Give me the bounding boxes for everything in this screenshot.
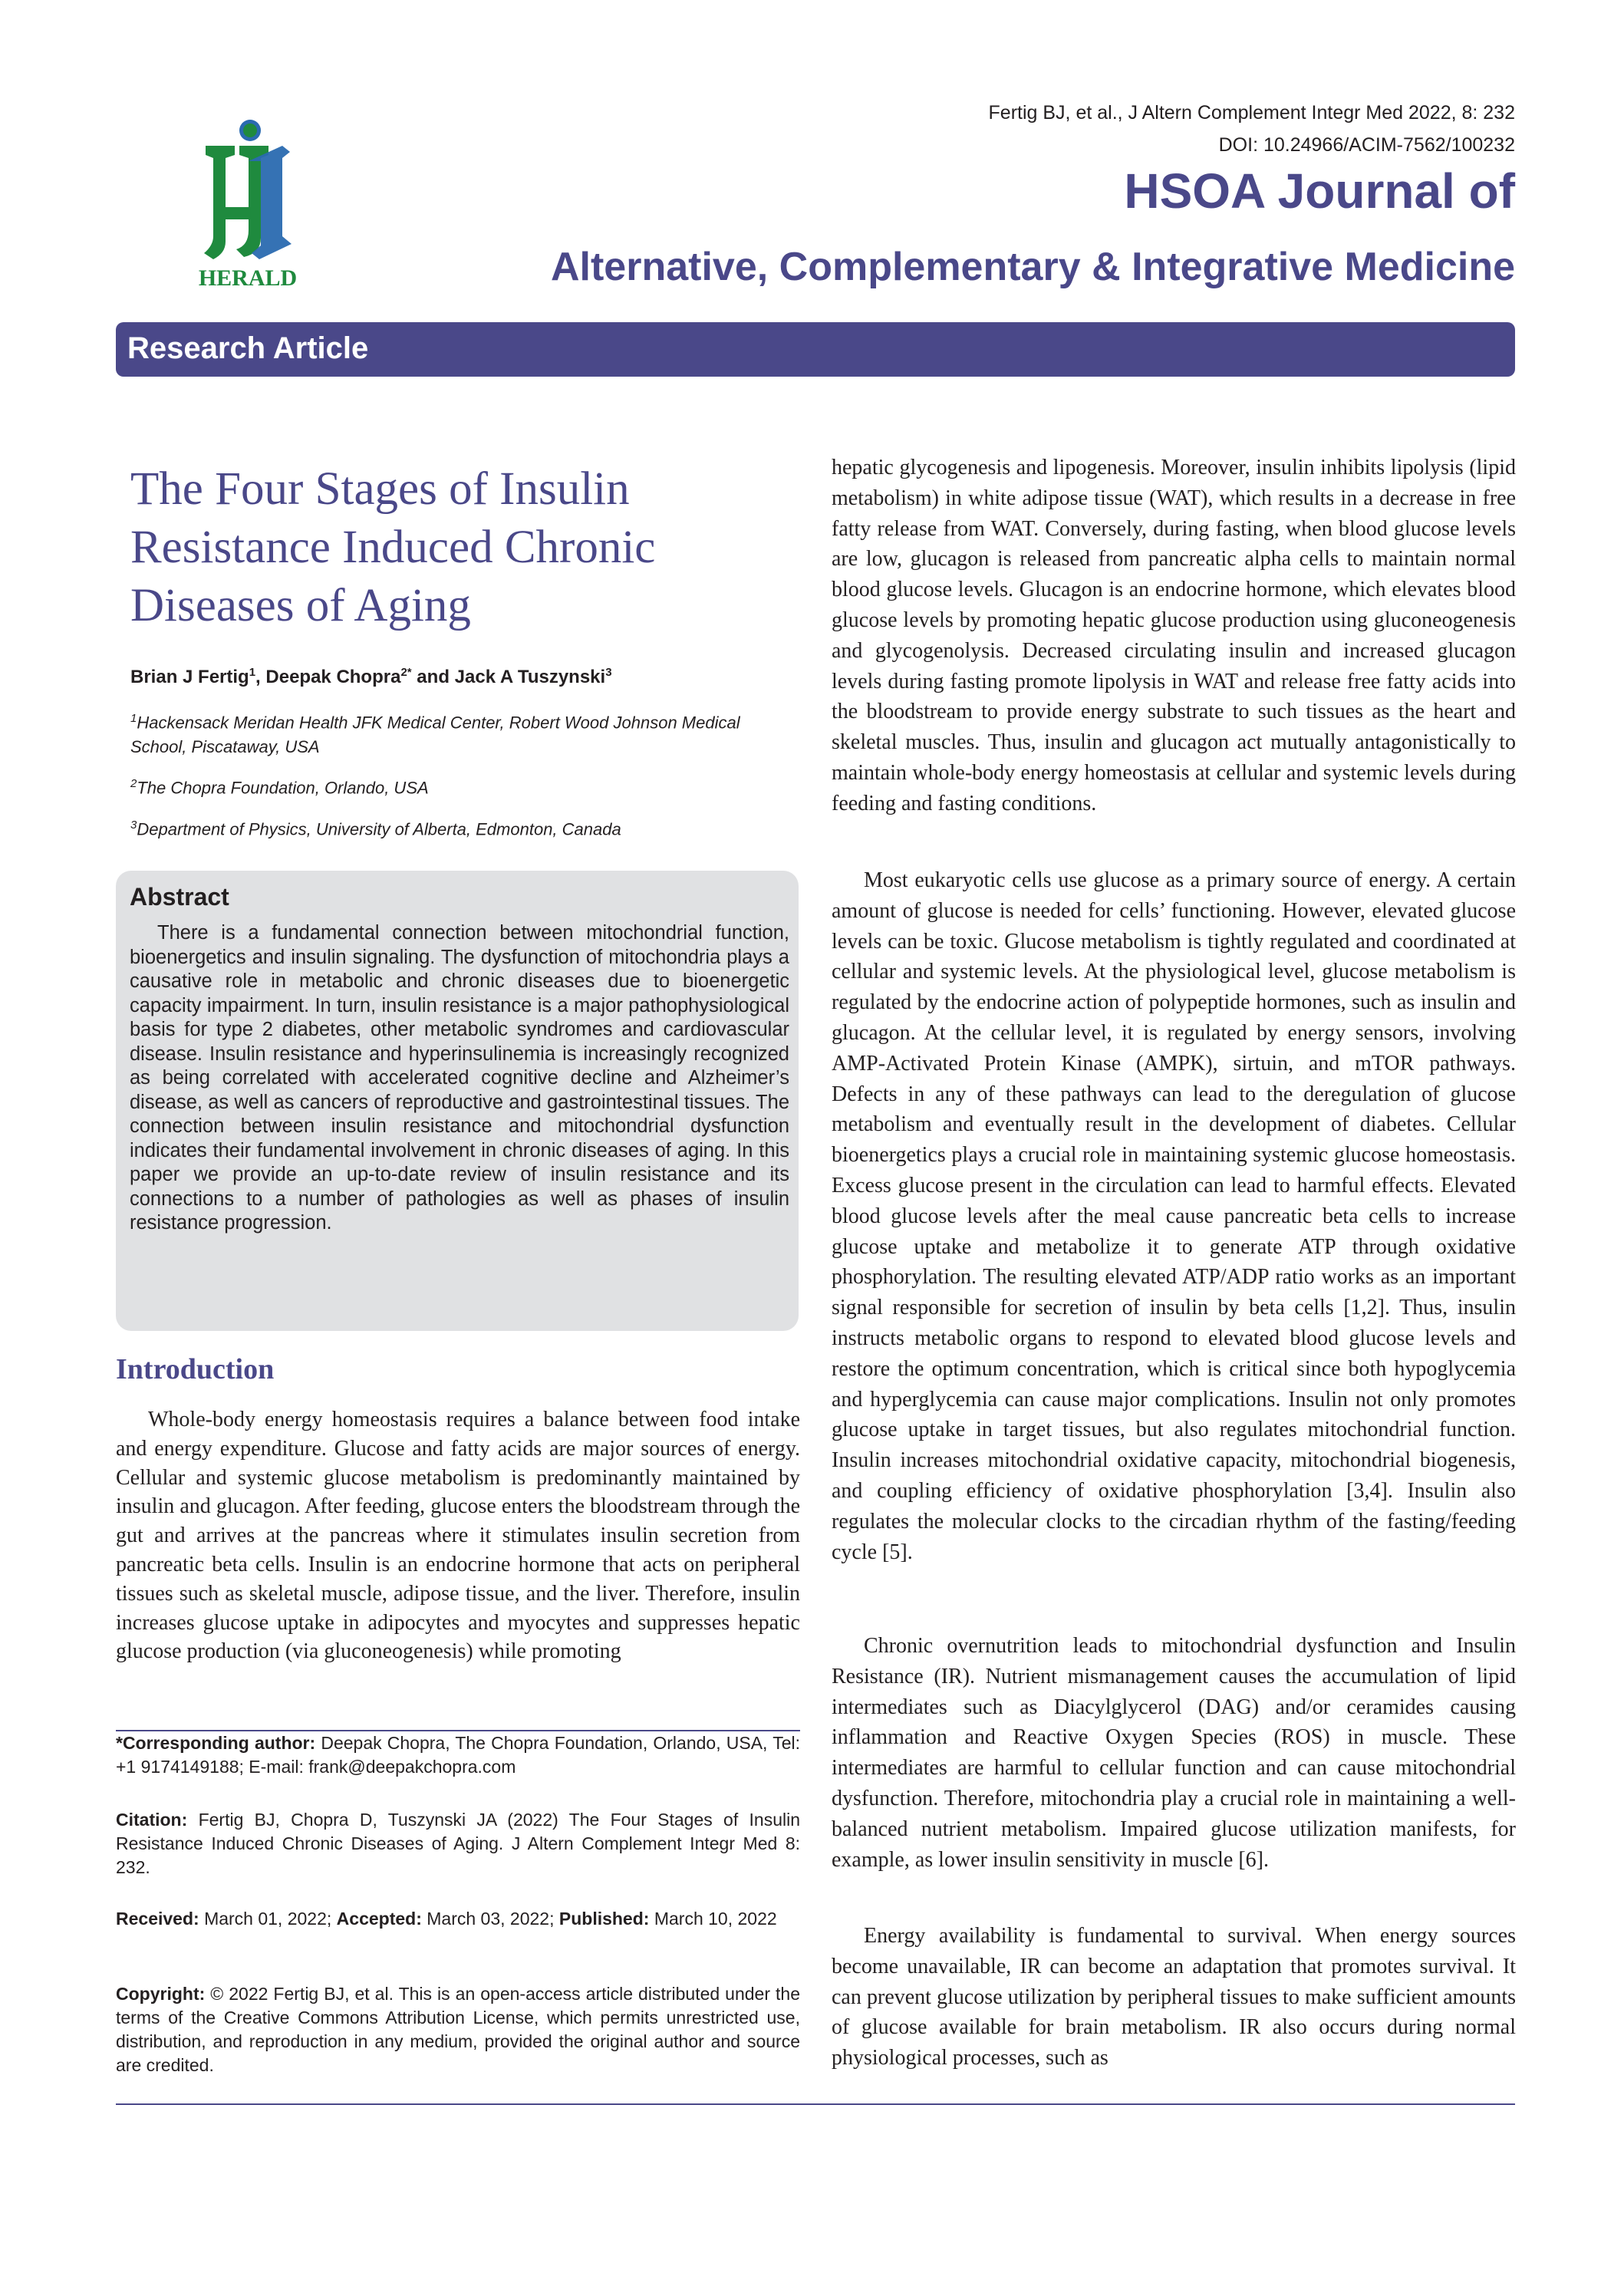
- logo-text: HERALD: [198, 265, 298, 291]
- body-paragraph: hepatic glycogenesis and lipogenesis. Moreover, insulin inhibits lipolysis (lipid metabolism) in white adipose tissue (WAT), which results in a decrease in free fatty release from WAT. Conversely, during fasting, when blood glucose levels are low, glucagon is released from pancreatic alpha cells to maintain normal blood glucose levels. Glucagon is an endocrine hormone, which elevates blood glucose levels by promoting hepatic glucose production using gluconeogenesis and glycogenolysis. Decreased circulating insulin and increased glucagon levels during fasting promote lipolysis in WAT and release free fatty acids into the bloodstream to provide energy substrate to such tissues as the heart and skeletal muscles. Thus, insulin and glucagon act mutually antagonistically to maintain whole-body energy homeostasis at cellular and systemic levels during feeding and fasting conditions.: [832, 456, 1516, 815]
- affiliation-text: Department of Physics, University of Alberta, Edmonton, Canada: [137, 819, 621, 839]
- article-type-bar: [116, 322, 1515, 377]
- citation-text: Fertig BJ, Chopra D, Tuszynski JA (2022) The Four Stages of Insulin Resistance Induced Chronic Diseases of Aging. J Altern Complement Integr Med 8: 232.: [116, 1810, 801, 1877]
- dates-note: [116, 1907, 800, 1931]
- author-affiliation-mark: 3: [605, 666, 612, 679]
- corresponding-author-text: Deepak Chopra, The Chopra Foundation, Orlando, USA, Tel: +1 9174149188; E-mail: frank@deepakchopra.com: [116, 1733, 800, 1777]
- accepted-label: Accepted:: [336, 1909, 422, 1929]
- corresponding-author-note: [116, 1731, 800, 1779]
- affiliation-number: 3: [130, 819, 137, 832]
- affiliation-text: The Chopra Foundation, Orlando, USA: [137, 778, 429, 798]
- journal-subtitle: Alternative, Complementary & Integrative Medicine: [550, 245, 1515, 289]
- body-paragraph: Most eukaryotic cells use glucose as a primary source of energy. A certain amount of glucose is needed for cells’ functioning. However, elevated glucose levels can be toxic. Glucose metabolism is tightly regulated and coordinated at cellular and systemic levels. At the physiological level, glucose metabolism is regulated by the endocrine action of polypeptide hormones, such as insulin and glucagon. At the cellular level, it is regulated by energy sensors, involving AMP-Activated Protein Kinase (AMPK), sirtuin, and mTOR pathways. Defects in any of these pathways can lead to the deregulation of glucose metabolism and eventually result in the development of diabetes. Cellular bioenergetics plays a crucial role in maintaining systemic glucose homeostasis. Excess glucose present in the circulation can lead to harmful effects. Elevated blood glucose levels after the meal cause pancreatic beta cells to increase glucose uptake and metabolize it to generate ATP through oxidative phosphorylation. The resulting elevated ATP/ADP ratio works as an important signal responsible for secretion of insulin by beta cells [1,2]. Thus, insulin instructs metabolic organs to respond to elevated blood glucose levels and restore the optimum concentration, which is critical since both hypoglycemia and hyperglycemia can cause major complications. Insulin not only promotes glucose uptake in target tissues, but also regulates mitochondrial function. Insulin increases mitochondrial oxidative capacity, mitochondrial biogenesis, and coupling efficiency of oxidative phosphorylation [3,4]. Insulin also regulates the molecular clocks to the circadian rhythm of the fasting/feeding cycle [5].: [832, 868, 1516, 1564]
- herald-logo-icon: [175, 115, 321, 295]
- affiliation: [130, 772, 798, 800]
- journal-title: HSOA Journal of: [1124, 163, 1515, 219]
- accepted-date: March 03, 2022;: [427, 1909, 555, 1929]
- herald-logo: [175, 115, 321, 295]
- abstract-box: [116, 871, 799, 1331]
- affiliation: [130, 813, 798, 842]
- author-separator: and: [411, 667, 455, 687]
- body-paragraph: Chronic overnutrition leads to mitochondrial dysfunction and Insulin Resistance (IR). Nutrient mismanagement causes the accumulation of lipid intermediates such as Diacylglycerol (DAG) and/or ceramides causing inflammation and Reactive Oxygen Species (ROS) in muscle. These intermediates are harmful to cellular function and can cause mitochondrial dysfunction. Therefore, mitochondria play a crucial role in maintaining a well-balanced nutrient metabolism. Impaired glucose utilization manifests, for example, as lower insulin sensitivity in muscle [6].: [832, 1634, 1516, 1872]
- paper-title: The Four Stages of Insulin Resistance Induced Chronic Diseases of Aging: [130, 463, 656, 631]
- body-paragraph: Energy availability is fundamental to survival. When energy sources become unavailable, IR can become an adaptation that promotes survival. It can prevent glucose utilization by peripheral tissues to make sufficient amounts of glucose available for brain metabolism. IR also occurs during normal physiological processes, such as: [832, 1924, 1516, 2070]
- affiliation: [130, 707, 798, 759]
- doi-line[interactable]: DOI: 10.24966/ACIM-7562/100232: [1218, 134, 1515, 156]
- copyright-note: [116, 1982, 800, 2077]
- article-type-label: Research Article: [127, 331, 369, 365]
- affiliation-number: 1: [130, 712, 137, 725]
- citation-line: Fertig BJ, et al., J Altern Complement Integr Med 2022, 8: 232: [988, 102, 1515, 124]
- corresponding-author-label: *Corresponding author:: [116, 1733, 316, 1753]
- author-name: Brian J Fertig: [130, 667, 249, 687]
- copyright-text: © 2022 Fertig BJ, et al. This is an open-access article distributed under the terms of the Creative Commons Attribution License, which permits unrestricted use, distribution, and reproduction in any medium, provided the original author and source are credited.: [116, 1984, 800, 2075]
- introduction-heading: Introduction: [116, 1353, 275, 1385]
- affiliation-text: Hackensack Meridan Health JFK Medical Center, Robert Wood Johnson Medical School, Piscataway, USA: [130, 713, 740, 757]
- affiliation-number: 2: [130, 777, 137, 790]
- citation-note: [116, 1808, 800, 1879]
- author-name: Jack A Tuszynski: [454, 667, 606, 687]
- published-label: Published:: [558, 1909, 650, 1929]
- received-date: March 01, 2022;: [204, 1909, 332, 1929]
- author-affiliation-mark: 1: [249, 666, 256, 679]
- author-list: [130, 666, 612, 688]
- received-label: Received:: [116, 1909, 199, 1929]
- copyright-label: Copyright:: [116, 1984, 206, 2004]
- introduction-paragraph: Whole-body energy homeostasis requires a balance between food intake and energy expenditure. Glucose and fatty acids are major sources of energy. Cellular and systemic glucose metabolism is predominantly maintained by insulin and glucagon. After feeding, glucose enters the bloodstream through the gut and arrives at the pancreas where it stimulates insulin secretion from pancreatic beta cells. Insulin is an endocrine hormone that acts on peripheral tissues such as skeletal muscle, adipose tissue, and the liver. Therefore, insulin increases glucose uptake in adipocytes and myocytes and suppresses hepatic glucose production (via gluconeogenesis) while promoting: [116, 1408, 800, 1664]
- author-separator: ,: [255, 667, 266, 687]
- abstract-heading: Abstract: [130, 883, 229, 911]
- footer-divider: [116, 2103, 1515, 2105]
- abstract-text: There is a fundamental connection between mitochondrial function, bioenergetics and insulin signaling. The dysfunction of mitochondria plays a causative role in metabolic and chronic diseases due to bioenergetic capacity impairment. In turn, insulin resistance is a major pathophysiological basis for type 2 diabetes, other metabolic syndromes and cardiovascular disease. Insulin resistance and hyperinsulinemia is increasingly recognized as being correlated with accelerated cognitive decline and Alzheimer’s disease, as well as cancers of reproductive and gastrointestinal tissues. The connection between insulin resistance and mitochondrial dysfunction indicates their fundamental involvement in chronic diseases of aging. In this paper we provide an up-to-date review of insulin resistance and its connections to a number of pathologies as well as phases of insulin resistance progression.: [130, 922, 789, 1234]
- published-date: March 10, 2022: [654, 1909, 777, 1929]
- author-name: Deepak Chopra: [265, 667, 401, 687]
- citation-label: Citation:: [116, 1810, 188, 1830]
- author-affiliation-mark: 2*: [400, 666, 412, 679]
